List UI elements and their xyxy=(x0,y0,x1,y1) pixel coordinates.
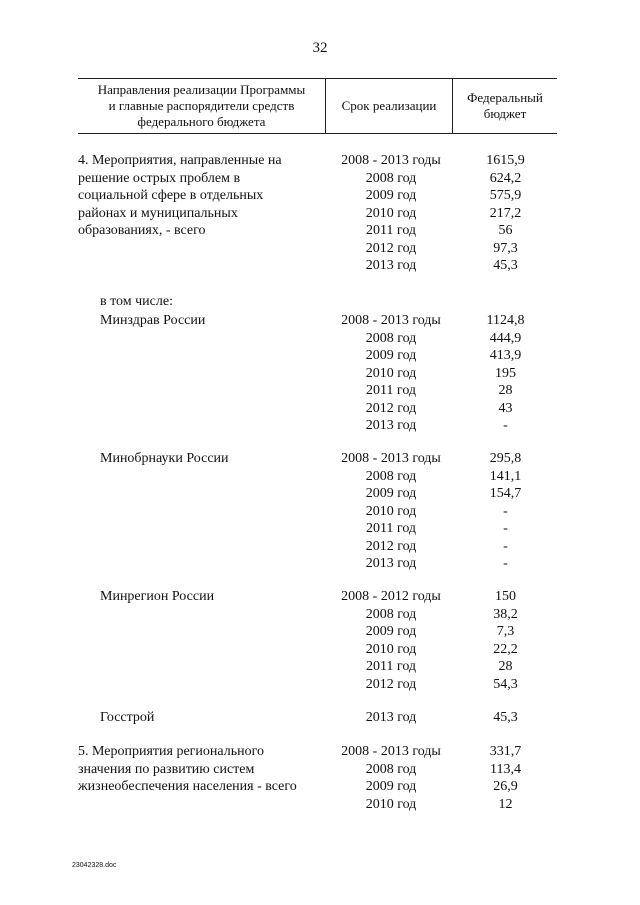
header-budget xyxy=(453,90,557,122)
budget-value-cell: 141,1 xyxy=(489,468,522,484)
budget-value-cell: - xyxy=(503,521,508,536)
period-cell: 2008 год xyxy=(365,761,417,777)
budget-value-cell: 575,9 xyxy=(489,188,522,203)
budget-value-cell: 154,7 xyxy=(489,486,522,501)
budget-value-cell: 295,8 xyxy=(489,451,522,466)
period-cell: 2012 год xyxy=(365,400,417,416)
budget-value-cell: 97,3 xyxy=(493,240,518,256)
period-cell: 2008 - 2012 годы xyxy=(341,589,441,604)
budget-value-cell: 217,2 xyxy=(489,205,522,221)
period-cell: 2010 год xyxy=(365,503,417,519)
budget-value-cell: 331,7 xyxy=(489,744,522,759)
section-label: 4. Мероприятия, направленные на xyxy=(78,153,282,168)
period-cell: 2008 год xyxy=(365,606,417,622)
period-cell: 2008 - 2013 годы xyxy=(341,451,441,466)
budget-value-cell: 1124,8 xyxy=(486,313,525,328)
budget-value-cell: - xyxy=(503,538,508,554)
page-number: 32 xyxy=(312,40,328,56)
table-top-rule xyxy=(78,78,557,79)
period-cell: 2013 год xyxy=(365,710,417,725)
header-directions xyxy=(78,82,325,130)
budget-value-cell: 54,3 xyxy=(493,676,518,692)
period-cell: 2009 год xyxy=(365,348,417,363)
budget-value-cell: 113,4 xyxy=(490,761,521,777)
section-label: решение острых проблем в xyxy=(78,170,241,186)
section-label: Госстрой xyxy=(100,710,155,725)
period-cell: 2009 год xyxy=(365,624,417,639)
budget-value-cell: 22,2 xyxy=(493,641,518,657)
period-cell: 2013 год xyxy=(365,418,417,433)
budget-value-cell: 28 xyxy=(498,659,513,674)
budget-value-cell: 38,2 xyxy=(493,606,518,622)
header-period: Срок реализации xyxy=(341,98,437,113)
section-label: образованиях, - всего xyxy=(78,223,206,238)
header-line: Направления реализации Программы xyxy=(97,82,306,97)
budget-value-cell: - xyxy=(503,556,508,571)
section-label: социальной сфере в отдельных xyxy=(78,188,264,203)
period-cell: 2009 год xyxy=(365,188,417,203)
period-cell: 2010 год xyxy=(365,365,417,381)
header-line: и главные распорядители средств xyxy=(108,98,295,113)
period-cell: 2011 год xyxy=(365,659,417,674)
period-cell: 2012 год xyxy=(365,240,417,256)
period-cell: 2008 - 2013 годы xyxy=(341,313,441,328)
section-label: Минрегион России xyxy=(100,589,215,604)
period-cell: 2010 год xyxy=(365,205,417,221)
section-label: 5. Мероприятия регионального xyxy=(78,744,264,759)
budget-value-cell: 444,9 xyxy=(489,330,522,346)
period-cell: 2013 год xyxy=(365,556,417,571)
budget-value-cell: 28 xyxy=(498,383,513,398)
budget-value-cell: - xyxy=(503,503,508,519)
period-cell: 2011 год xyxy=(365,223,417,238)
header-line: федерального бюджета xyxy=(137,114,266,129)
budget-value-cell: - xyxy=(503,418,508,433)
section-intro: в том числе: xyxy=(100,294,173,309)
section-label: значения по развитию систем xyxy=(78,761,255,777)
period-cell: 2010 год xyxy=(365,641,417,657)
budget-value-cell: 413,9 xyxy=(489,348,522,363)
budget-value-cell: 12 xyxy=(498,796,513,812)
budget-value-cell: 45,3 xyxy=(493,258,518,273)
period-cell: 2008 год xyxy=(365,330,417,346)
budget-value-cell: 150 xyxy=(495,589,516,604)
period-cell: 2012 год xyxy=(365,676,417,692)
header-line: бюджет xyxy=(483,106,527,121)
period-cell: 2008 год xyxy=(365,170,417,186)
table-header-rule xyxy=(78,133,557,134)
budget-value-cell: 624,2 xyxy=(489,170,522,186)
period-cell: 2012 год xyxy=(365,538,417,554)
period-cell: 2010 год xyxy=(365,796,417,812)
section-label: районах и муниципальных xyxy=(78,205,238,221)
budget-value-cell: 45,3 xyxy=(493,710,518,725)
header-line: Федеральный xyxy=(467,90,543,105)
period-cell: 2008 - 2013 годы xyxy=(341,744,441,759)
budget-value-cell: 7,3 xyxy=(496,624,515,639)
period-cell: 2008 год xyxy=(365,468,417,484)
period-cell: 2009 год xyxy=(365,779,417,794)
period-cell: 2009 год xyxy=(365,486,417,501)
section-label: Минздрав России xyxy=(100,313,206,328)
budget-value-cell: 26,9 xyxy=(493,779,518,794)
period-cell: 2008 - 2013 годы xyxy=(341,153,441,168)
period-cell: 2011 год xyxy=(365,521,417,536)
budget-value-cell: 195 xyxy=(495,365,516,381)
budget-value-cell: 1615,9 xyxy=(486,153,525,168)
file-footer: 23042328.doc xyxy=(72,862,117,869)
section-label: жизнеобеспечения населения - всего xyxy=(78,779,297,794)
budget-value-cell: 56 xyxy=(498,223,513,238)
section-label: Минобрнауки России xyxy=(100,451,229,466)
period-cell: 2013 год xyxy=(365,258,417,273)
period-cell: 2011 год xyxy=(365,383,417,398)
budget-value-cell: 43 xyxy=(498,400,513,416)
